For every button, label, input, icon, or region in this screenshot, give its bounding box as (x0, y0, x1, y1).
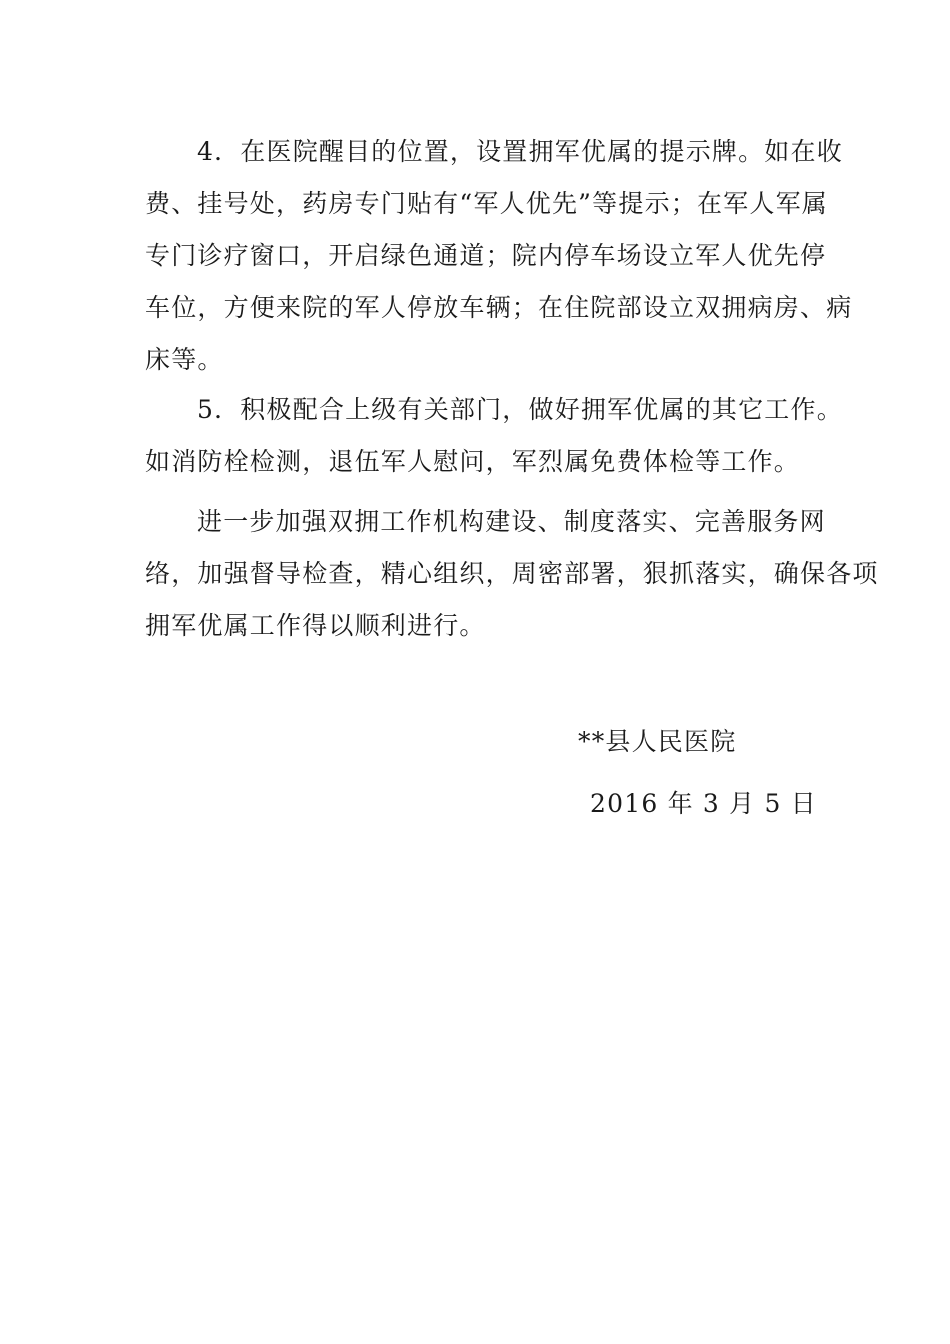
paragraph-line: 4．在医院醒目的位置，设置拥军优属的提示牌。如在收 (197, 137, 843, 166)
paragraph-conclusion (145, 496, 879, 652)
paragraph-line: 床等。 (145, 345, 224, 374)
signature-organization: **县人民医院 (578, 727, 737, 756)
paragraph-line: 费、挂号处，药房专门贴有“军人优先”等提示；在军人军属 (145, 189, 828, 218)
paragraph-line: 专门诊疗窗口，开启绿色通道；院内停车场设立军人优先停 (145, 241, 827, 270)
paragraph-line: 进一步加强双拥工作机构建设、制度落实、完善服务网 (197, 507, 826, 536)
paragraph-line: 拥军优属工作得以顺利进行。 (145, 611, 486, 640)
paragraph-item-5 (145, 384, 843, 488)
paragraph-line: 车位，方便来院的军人停放车辆；在住院部设立双拥病房、病 (145, 293, 853, 322)
paragraph-line: 5．积极配合上级有关部门，做好拥军优属的其它工作。 (197, 395, 843, 424)
paragraph-line: 络，加强督导检查，精心组织，周密部署，狠抓落实，确保各项 (145, 559, 879, 588)
paragraph-line: 如消防栓检测，退伍军人慰问，军烈属免费体检等工作。 (145, 447, 801, 476)
signature-date: 2016 年 3 月 5 日 (590, 789, 817, 818)
paragraph-item-4 (145, 126, 853, 386)
